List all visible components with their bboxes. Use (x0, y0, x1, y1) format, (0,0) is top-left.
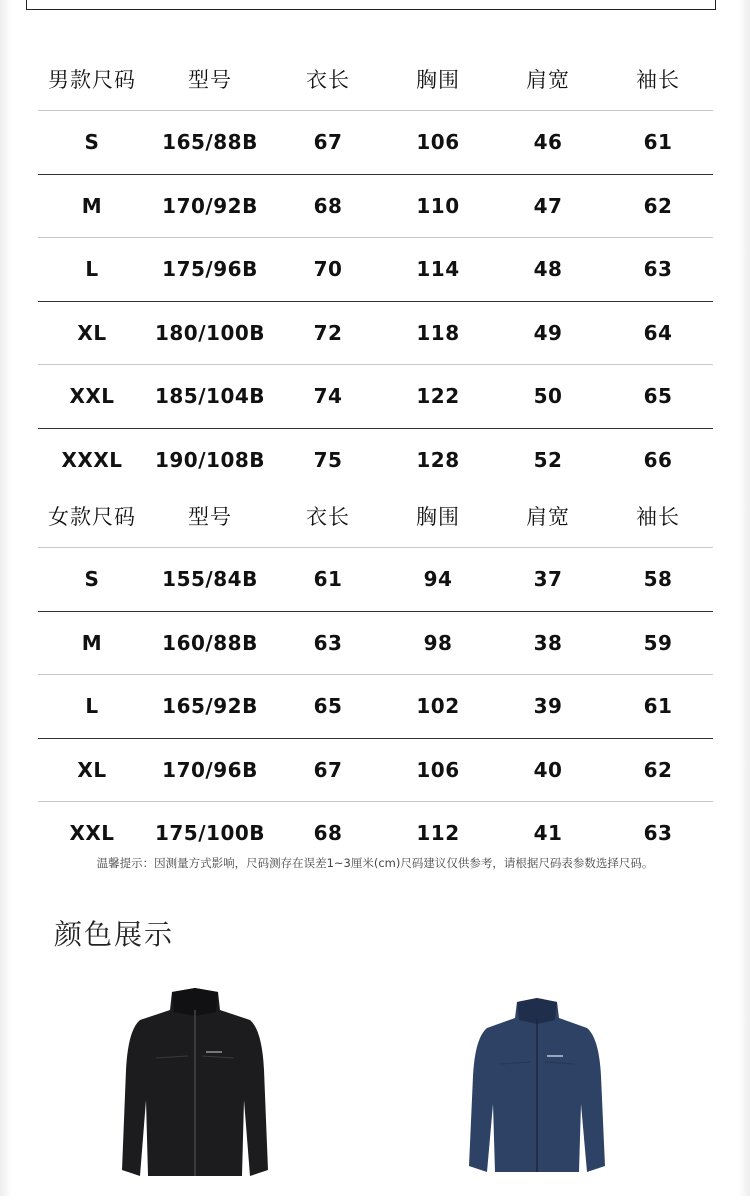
table-cell: 114 (416, 257, 460, 282)
table-cell: 106 (416, 757, 460, 782)
table-cell: 40 (533, 757, 563, 782)
table-cell: M (81, 193, 103, 218)
table-cell: 62 (643, 193, 673, 218)
table-cell: XXL (69, 821, 115, 846)
table-cell: 63 (643, 821, 673, 846)
header-cell: 型号 (188, 505, 232, 529)
table-cell: 118 (416, 320, 460, 345)
table-cell: 62 (643, 757, 673, 782)
table-cell: 190/108B (154, 447, 266, 472)
page-edge-left (0, 0, 12, 1196)
page-edge-right (738, 0, 750, 1196)
table-cell: 68 (313, 821, 343, 846)
table-cell: 61 (313, 567, 343, 592)
table-cell: 165/88B (162, 130, 258, 155)
table-cell: XXL (69, 384, 115, 409)
table-cell: 48 (533, 257, 563, 282)
header-cell: 衣长 (306, 68, 350, 92)
table-cell: 175/96B (162, 257, 258, 282)
table-cell: 70 (313, 257, 343, 282)
table-cell: 61 (643, 130, 673, 155)
table-row (38, 237, 713, 301)
table-cell: 175/100B (154, 821, 266, 846)
header-cell: 胸围 (416, 505, 460, 529)
top-frame-border (26, 0, 716, 10)
table-cell: 110 (416, 193, 460, 218)
table-cell: 74 (313, 384, 343, 409)
table-cell: 65 (643, 384, 673, 409)
size-note: 温馨提示：因测量方式影响，尺码测存在误差1~3厘米(cm)尺码建议仅供参考，请根据尺码表参数选择尺码。 (96, 856, 654, 870)
table-cell: 46 (533, 130, 563, 155)
table-cell: 128 (416, 447, 460, 472)
header-cell: 男款尺码 (48, 68, 136, 92)
table-cell: XL (77, 320, 107, 345)
header-cell: 胸围 (416, 68, 460, 92)
table-cell: 52 (533, 447, 563, 472)
table-row (38, 738, 713, 802)
table-cell: 64 (643, 320, 673, 345)
table-row (38, 301, 713, 365)
header-cell: 袖长 (636, 68, 680, 92)
table-cell: 102 (416, 694, 460, 719)
table-cell: 160/88B (162, 630, 258, 655)
table-cell: 67 (313, 757, 343, 782)
table-cell: XL (77, 757, 107, 782)
table-cell: S (84, 130, 100, 155)
table-cell: 65 (313, 694, 343, 719)
table-row (38, 364, 713, 428)
table-cell: 98 (423, 630, 453, 655)
navy-jacket-image (455, 980, 625, 1200)
table-cell: 63 (643, 257, 673, 282)
table-cell: XXXL (61, 447, 123, 472)
table-cell: 49 (533, 320, 563, 345)
table-header-row (38, 485, 713, 547)
header-cell: 肩宽 (526, 68, 570, 92)
table-row (38, 428, 713, 492)
black-jacket-image (110, 980, 280, 1200)
table-cell: L (85, 694, 99, 719)
header-cell: 女款尺码 (48, 505, 136, 529)
header-cell: 型号 (188, 68, 232, 92)
header-cell: 袖长 (636, 505, 680, 529)
table-row (38, 547, 713, 611)
header-cell: 肩宽 (526, 505, 570, 529)
table-cell: 59 (643, 630, 673, 655)
table-row (38, 611, 713, 675)
table-cell: 165/92B (162, 694, 258, 719)
table-cell: 75 (313, 447, 343, 472)
color-section-title: 颜色展示 (54, 918, 175, 951)
navy-jacket-shape (469, 998, 605, 1172)
table-cell: 37 (533, 567, 563, 592)
table-cell: 41 (533, 821, 563, 846)
table-cell: 94 (423, 567, 453, 592)
table-cell: 39 (533, 694, 563, 719)
header-cell: 衣长 (306, 505, 350, 529)
table-cell: 68 (313, 193, 343, 218)
table-cell: 155/84B (162, 567, 258, 592)
table-cell: 185/104B (154, 384, 266, 409)
men-size-table (38, 48, 713, 491)
table-header-row (38, 48, 713, 110)
table-cell: 38 (533, 630, 563, 655)
table-cell: 66 (643, 447, 673, 472)
table-row (38, 174, 713, 238)
table-cell: 180/100B (154, 320, 266, 345)
table-cell: 170/92B (162, 193, 258, 218)
table-cell: M (81, 630, 103, 655)
table-cell: 58 (643, 567, 673, 592)
table-cell: 61 (643, 694, 673, 719)
black-jacket-shape (122, 988, 268, 1176)
table-cell: 50 (533, 384, 563, 409)
table-cell: 63 (313, 630, 343, 655)
table-cell: 67 (313, 130, 343, 155)
table-row (38, 674, 713, 738)
women-size-table (38, 485, 713, 865)
table-cell: 170/96B (162, 757, 258, 782)
table-cell: 47 (533, 193, 563, 218)
table-cell: 72 (313, 320, 343, 345)
table-cell: 122 (416, 384, 460, 409)
table-cell: 106 (416, 130, 460, 155)
table-cell: L (85, 257, 99, 282)
table-cell: 112 (416, 821, 460, 846)
table-row (38, 110, 713, 174)
table-cell: S (84, 567, 100, 592)
